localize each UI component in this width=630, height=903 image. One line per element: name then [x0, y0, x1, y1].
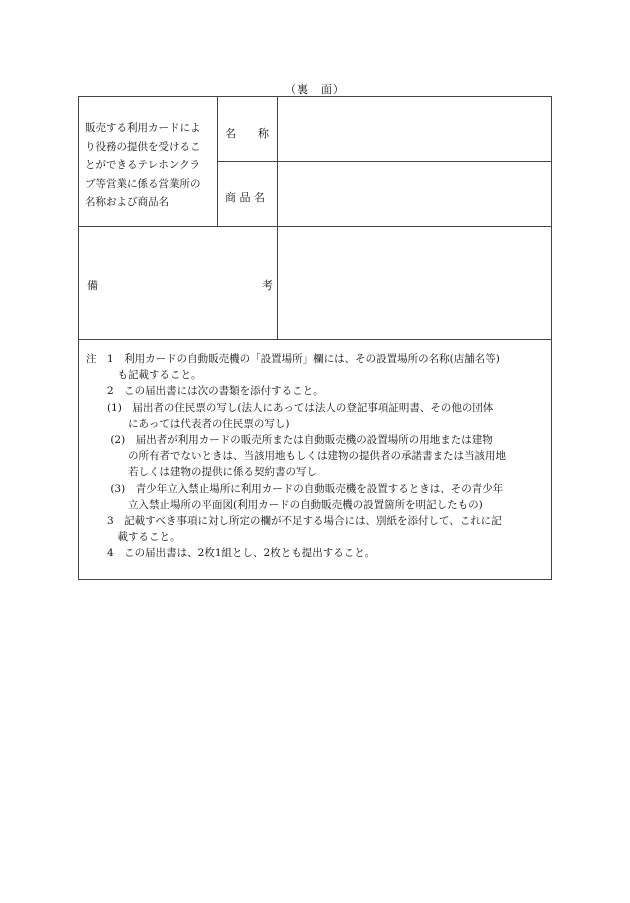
note-line: (1) 届出者の住民票の写し(法人にあっては法人の登記事項証明書、その他の団体 — [86, 401, 494, 414]
name-label: 名 称 — [225, 127, 269, 140]
row-divider-remarks — [79, 226, 552, 227]
row-divider-name-product — [217, 161, 552, 162]
note-line: 若しくは建物の提供に係る契約書の写し — [86, 466, 317, 479]
description-line: り役務の提供を受けるこ — [85, 140, 201, 153]
note-line: (3) 青少年立入禁止場所に利用カードの自動販売機を設置するときは、その青少年 — [86, 482, 504, 495]
col-divider-label — [217, 97, 218, 226]
note-line: 3 記載すべき事項に対し所定の欄が不足する場合には、別紙を添付して、これに記 — [86, 515, 502, 528]
note-line: 2 この届出書には次の書類を添付すること。 — [86, 385, 324, 398]
note-line: 載すること。 — [86, 531, 181, 544]
description-line: とができるテレホンクラ — [85, 159, 201, 171]
remarks-value-field[interactable] — [279, 228, 550, 338]
product-label: 商 品 名 — [225, 191, 265, 204]
note-line: 立入禁止場所の平面図(利用カードの自動販売機の設置箇所を明記したもの) — [86, 498, 483, 511]
note-line: にあっては代表者の住民票の写し) — [86, 417, 290, 430]
business-description — [85, 119, 217, 212]
remarks-label-right: 考 — [262, 279, 273, 292]
description-line: 名称および商品名 — [85, 196, 169, 208]
row-divider-notes — [79, 339, 552, 340]
product-value-field[interactable] — [279, 163, 550, 225]
note-line: (2) 届出者が利用カードの販売所または自動販売機の設置場所の用地または建物 — [86, 434, 493, 447]
col-divider-value — [277, 97, 278, 339]
notes-section — [86, 351, 548, 562]
description-line: 販売する利用カードによ — [85, 122, 201, 134]
note-line: の所有者でないときは、当該用地もしくは建物の提供者の承諾書または当該用地 — [86, 450, 506, 463]
page-side-label: （裏 面） — [285, 83, 345, 96]
name-value-field[interactable] — [279, 99, 550, 160]
note-line: も記載すること。 — [86, 369, 202, 382]
note-line: 注 1 利用カードの自動販売機の「設置場所」欄には、その設置場所の名称(店舗名等) — [86, 353, 500, 365]
description-line: ブ等営業に係る営業所の — [85, 177, 201, 190]
note-line: 4 この届出書は、2枚1組とし、2枚とも提出すること。 — [86, 547, 376, 560]
remarks-label-left: 備 — [87, 279, 98, 292]
form-table — [78, 96, 552, 580]
